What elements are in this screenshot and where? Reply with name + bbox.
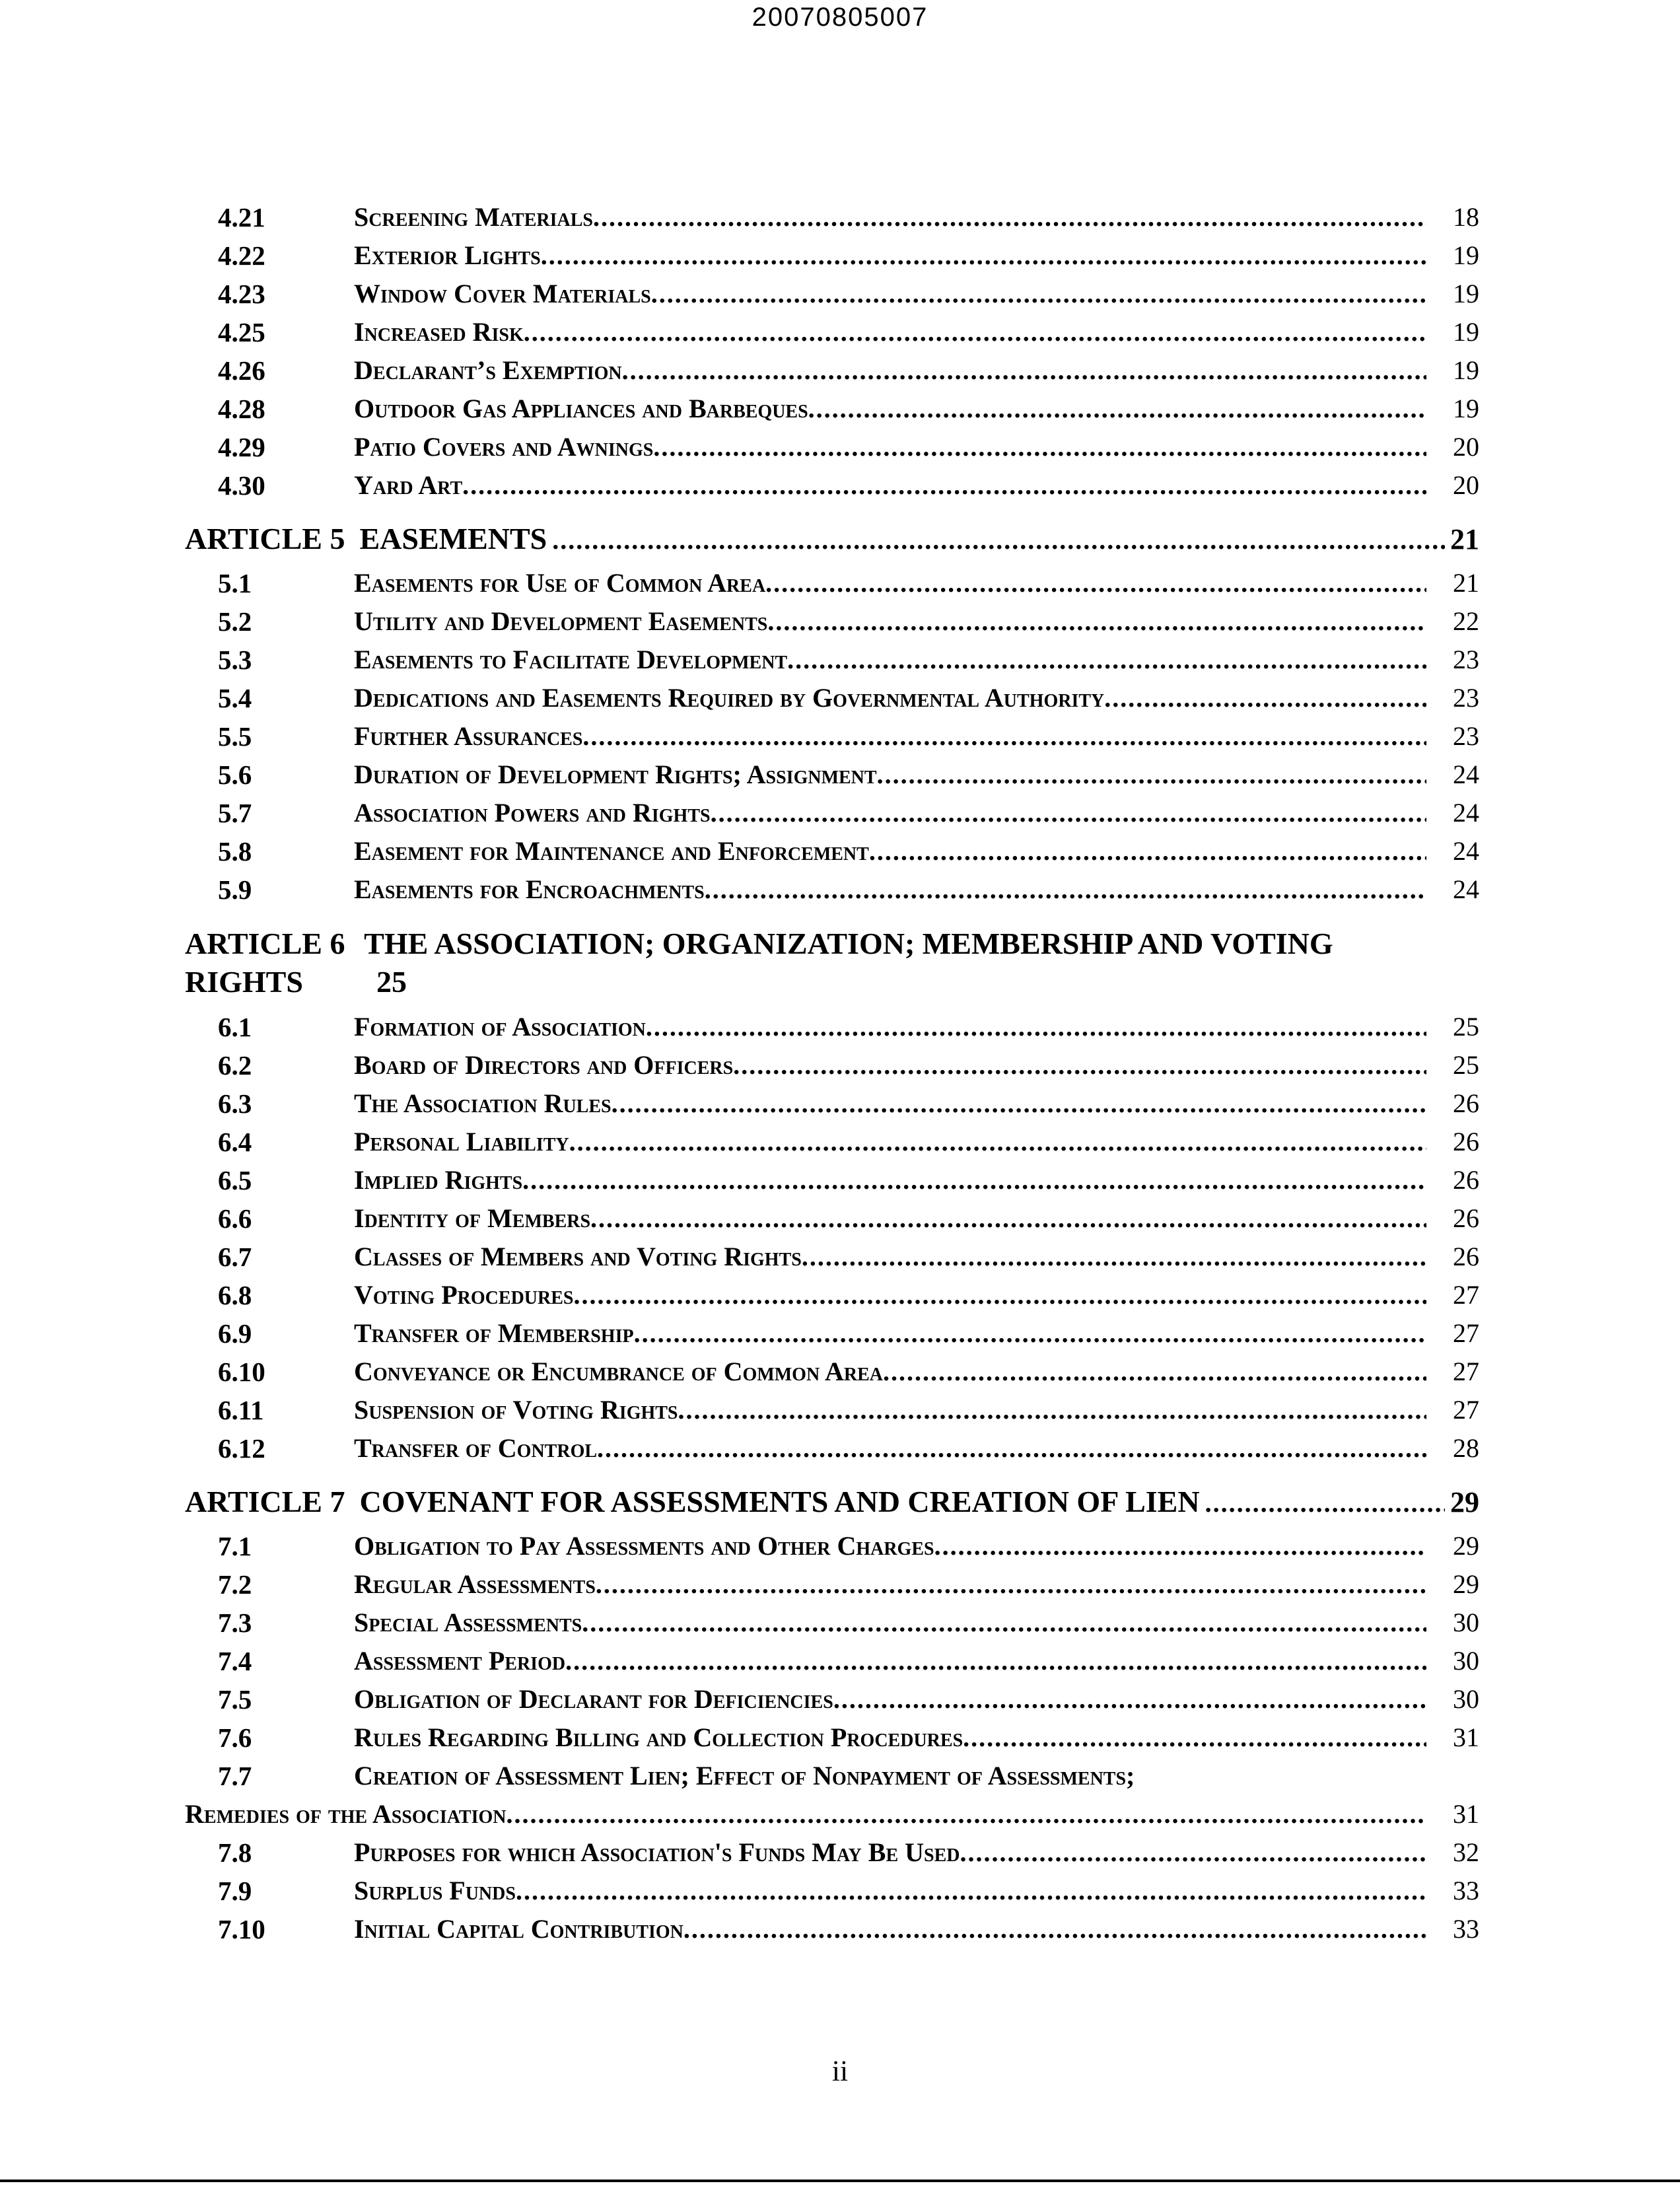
section-title: Obligation to Pay Assessments and Other Charges — [354, 1531, 934, 1561]
section-title-wrap — [354, 602, 1426, 641]
toc-entry — [185, 390, 1479, 428]
section-title: Easement for Maintenance and Enforcement — [354, 836, 869, 866]
section-title: Surplus Funds — [354, 1876, 516, 1905]
dot-leader — [1205, 1478, 1445, 1528]
section-number: 7.5 — [218, 1684, 252, 1715]
toc-entry — [185, 1527, 1479, 1565]
section-title: Suspension of Voting Rights — [354, 1395, 678, 1425]
section-title-wrap — [354, 870, 1426, 909]
section-title: Personal Liability — [354, 1127, 569, 1156]
toc-entry-line — [185, 1795, 1479, 1833]
page-ref: 19 — [1453, 279, 1479, 308]
page-ref: 27 — [1453, 1357, 1479, 1386]
dot-leader — [883, 1353, 1426, 1391]
section-number: 5.1 — [218, 568, 252, 598]
page-ref: 26 — [1453, 1203, 1479, 1233]
page-ref: 21 — [1450, 523, 1479, 555]
section-title-wrap — [354, 428, 1426, 466]
page-ref: 26 — [1453, 1242, 1479, 1271]
section-number: 6.10 — [218, 1357, 265, 1387]
section-title-wrap — [354, 564, 1426, 602]
section-title-wrap — [354, 1642, 1426, 1680]
section-number: 7.6 — [218, 1722, 252, 1753]
section-number: 5.8 — [218, 836, 252, 867]
section-number: 6.5 — [218, 1165, 252, 1195]
section-title: The Association Rules — [354, 1088, 612, 1118]
dot-leader — [651, 275, 1426, 313]
section-title-wrap — [354, 756, 1426, 794]
section-number: 5.5 — [218, 721, 252, 752]
section-title: Patio Covers and Awnings — [354, 432, 654, 462]
section-number: 4.26 — [218, 355, 265, 386]
section-title-wrap — [354, 198, 1426, 236]
section-title: Exterior Lights — [354, 240, 541, 270]
page-ref: 27 — [1453, 1395, 1479, 1425]
page-ref: 23 — [1453, 683, 1479, 713]
page-ref: 24 — [1453, 874, 1479, 904]
section-number: 4.23 — [218, 279, 265, 309]
section-title: Easements for Use of Common Area — [354, 568, 766, 598]
dot-leader — [597, 1429, 1426, 1468]
dot-leader — [678, 1391, 1427, 1429]
section-title: Assessment Period — [354, 1646, 566, 1676]
toc-entry — [185, 1833, 1479, 1872]
toc-entry — [185, 1604, 1479, 1642]
section-number: 7.10 — [218, 1914, 265, 1944]
section-number: 7.4 — [218, 1646, 252, 1676]
page-ref: 31 — [1453, 1722, 1479, 1752]
page-ref: 24 — [1453, 836, 1479, 866]
dot-leader — [767, 602, 1426, 641]
toc-entry — [185, 275, 1479, 313]
toc-entry — [185, 1680, 1479, 1719]
section-title: Creation of Assessment Lien; Effect of Nonpayment of Assessments; — [354, 1761, 1135, 1790]
section-title-wrap — [354, 1276, 1426, 1314]
toc-entry — [185, 313, 1479, 351]
toc-entry — [185, 794, 1479, 832]
dot-leader — [541, 236, 1426, 275]
toc-entry — [185, 1429, 1479, 1468]
article-heading-line — [185, 963, 1479, 1001]
section-number: 4.29 — [218, 432, 265, 462]
dot-leader — [877, 756, 1426, 794]
toc-entry — [185, 1123, 1479, 1161]
section-title: Classes of Members and Voting Rights — [354, 1242, 802, 1271]
dot-leader — [646, 1008, 1426, 1046]
article-title-continued: RIGHTS — [185, 965, 303, 999]
dot-leader — [787, 641, 1426, 679]
toc-entry — [185, 1719, 1479, 1757]
section-title: Utility and Development Easements — [354, 606, 768, 636]
toc-entry — [185, 870, 1479, 909]
dot-leader — [582, 1604, 1426, 1642]
page-ref: 29 — [1453, 1531, 1479, 1561]
section-number: 4.30 — [218, 470, 265, 501]
section-title-wrap — [354, 1527, 1426, 1565]
dot-leader — [963, 1719, 1426, 1757]
section-number: 6.6 — [218, 1203, 252, 1234]
page-ref: 26 — [1453, 1165, 1479, 1195]
page-ref: 25 — [376, 965, 407, 999]
section-number: 4.21 — [218, 202, 265, 232]
section-title: Conveyance or Encumbrance of Common Area — [354, 1357, 883, 1386]
page-ref: 28 — [1453, 1433, 1479, 1463]
section-title-wrap — [354, 794, 1426, 832]
section-title: Special Assessments — [354, 1608, 582, 1637]
section-title-wrap — [354, 236, 1426, 275]
toc-entry — [185, 1199, 1479, 1238]
toc-entry-line — [185, 1757, 1479, 1795]
toc-entry — [185, 1565, 1479, 1604]
page-ref: 32 — [1453, 1837, 1479, 1867]
toc-entry — [185, 1276, 1479, 1314]
section-number: 6.12 — [218, 1433, 265, 1464]
section-title: Screening Materials — [354, 202, 593, 232]
spacer — [185, 909, 1479, 918]
spacer — [185, 505, 1479, 514]
section-title-wrap — [354, 1872, 1426, 1910]
toc-entry — [185, 564, 1479, 602]
toc-entry — [185, 756, 1479, 794]
section-number: 7.9 — [218, 1876, 252, 1906]
toc-entry — [185, 428, 1479, 466]
dot-leader — [552, 515, 1445, 565]
page-ref: 30 — [1453, 1684, 1479, 1714]
section-title-wrap — [354, 1046, 1426, 1084]
page-ref: 31 — [1453, 1799, 1479, 1829]
page-ref: 25 — [1453, 1012, 1479, 1042]
section-title: Window Cover Materials — [354, 279, 651, 308]
toc-entry — [185, 1757, 1479, 1833]
article-heading — [185, 918, 1479, 1008]
document-id: 20070805007 — [752, 3, 928, 32]
section-title: Duration of Development Rights; Assignment — [354, 760, 877, 789]
section-title: Outdoor Gas Appliances and Barbeques — [354, 394, 808, 423]
section-title-wrap — [354, 1238, 1426, 1276]
dot-leader — [522, 1161, 1426, 1199]
section-title-wrap — [354, 1391, 1426, 1429]
article-heading — [185, 1477, 1479, 1527]
section-title-wrap — [354, 832, 1426, 870]
section-title: Implied Rights — [354, 1165, 523, 1195]
dot-leader — [612, 1084, 1426, 1123]
section-title-continued: Remedies of the Association — [185, 1799, 507, 1829]
section-title: Formation of Association — [354, 1012, 646, 1042]
toc-entry — [185, 1391, 1479, 1429]
page-number: ii — [831, 2055, 849, 2087]
dot-leader — [711, 794, 1426, 832]
toc-entry — [185, 1008, 1479, 1046]
section-number: 7.8 — [218, 1837, 252, 1868]
toc-entry — [185, 1872, 1479, 1910]
section-title-wrap — [354, 1008, 1426, 1046]
page-ref: 19 — [1453, 317, 1479, 347]
page-ref: 22 — [1453, 606, 1479, 636]
section-title: Transfer of Membership — [354, 1318, 634, 1348]
section-title-wrap — [354, 466, 1426, 505]
page-ref: 18 — [1453, 202, 1479, 232]
section-title-wrap — [354, 1199, 1426, 1238]
toc-entry — [185, 198, 1479, 236]
page-ref: 27 — [1453, 1318, 1479, 1348]
dot-leader — [765, 564, 1426, 602]
toc-entry — [185, 1084, 1479, 1123]
page-ref: 29 — [1453, 1569, 1479, 1599]
page-ref: 30 — [1453, 1646, 1479, 1676]
dot-leader — [705, 870, 1426, 909]
article-label: ARTICLE 7 — [185, 1485, 345, 1518]
article-title: THE ASSOCIATION; ORGANIZATION; MEMBERSHIP AND VOTING — [357, 927, 1333, 960]
dot-leader — [934, 1527, 1426, 1565]
section-title: Transfer of Control — [354, 1433, 598, 1463]
page-ref: 19 — [1453, 355, 1479, 385]
article-title: EASEMENTS — [359, 522, 547, 555]
page-ref: 23 — [1453, 721, 1479, 751]
section-title: Initial Capital Contribution — [354, 1914, 683, 1944]
section-title-wrap — [354, 1680, 1426, 1719]
section-title-wrap — [354, 275, 1426, 313]
section-title-wrap — [354, 1910, 1426, 1948]
section-title-wrap — [354, 351, 1426, 390]
section-title-wrap — [354, 641, 1426, 679]
dot-leader — [582, 717, 1426, 756]
section-title: Obligation of Declarant for Deficiencies — [354, 1684, 833, 1714]
section-number: 7.7 — [218, 1761, 252, 1791]
page-ref: 25 — [1453, 1050, 1479, 1080]
section-number: 6.3 — [218, 1088, 252, 1119]
toc-entry — [185, 351, 1479, 390]
section-number: 5.6 — [218, 760, 252, 790]
section-title: Declarant’s Exemption — [354, 355, 622, 385]
section-number: 7.3 — [218, 1608, 252, 1638]
toc-entry — [185, 832, 1479, 870]
section-title: Purposes for which Association's Funds May Be Used — [354, 1837, 960, 1867]
article-label: ARTICLE 6 — [185, 927, 345, 960]
dot-leader — [569, 1123, 1426, 1161]
section-number: 5.3 — [218, 645, 252, 675]
section-title: Voting Procedures — [354, 1280, 574, 1310]
table-of-contents — [185, 198, 1479, 1958]
section-title: Easements to Facilitate Development — [354, 645, 788, 674]
section-title: Dedications and Easements Required by Governmental Authority — [354, 683, 1105, 713]
section-number: 6.4 — [218, 1127, 252, 1157]
toc-entry — [185, 236, 1479, 275]
section-title: Regular Assessments — [354, 1569, 596, 1599]
dot-leader — [653, 428, 1426, 466]
section-title-wrap — [354, 1314, 1426, 1353]
dot-leader — [869, 832, 1426, 870]
dot-leader — [590, 1199, 1426, 1238]
dot-leader — [733, 1046, 1426, 1084]
section-number: 5.2 — [218, 606, 252, 637]
spacer — [185, 1468, 1479, 1477]
page-ref: 23 — [1453, 645, 1479, 674]
section-title: Association Powers and Rights — [354, 798, 711, 828]
article-title: COVENANT FOR ASSESSMENTS AND CREATION OF LIEN — [359, 1485, 1200, 1518]
dot-leader — [524, 313, 1426, 351]
toc-entry — [185, 1642, 1479, 1680]
dot-leader — [462, 466, 1426, 505]
section-number: 7.2 — [218, 1569, 252, 1600]
section-title: Yard Art — [354, 470, 463, 500]
dot-leader — [683, 1910, 1426, 1948]
dot-leader — [565, 1642, 1426, 1680]
page-ref: 33 — [1453, 1876, 1479, 1905]
dot-leader — [634, 1314, 1426, 1353]
section-title-wrap — [354, 1161, 1426, 1199]
toc-entry — [185, 602, 1479, 641]
page-ref: 20 — [1453, 432, 1479, 462]
dot-leader — [833, 1680, 1426, 1719]
dot-leader — [596, 1565, 1426, 1604]
section-number: 5.7 — [218, 798, 252, 828]
section-title-wrap — [354, 313, 1426, 351]
toc-entry — [185, 1046, 1479, 1084]
section-number: 4.28 — [218, 394, 265, 424]
section-number: 4.22 — [218, 240, 265, 271]
article-heading-line — [185, 925, 1479, 963]
dot-leader — [516, 1872, 1426, 1910]
section-number: 6.2 — [218, 1050, 252, 1081]
page-ref: 20 — [1453, 470, 1479, 500]
page-ref: 19 — [1453, 394, 1479, 423]
dot-leader — [622, 351, 1426, 390]
section-title-wrap — [354, 1833, 1426, 1872]
dot-leader — [1104, 679, 1426, 717]
page-ref: 29 — [1450, 1486, 1479, 1518]
section-title-wrap — [354, 1565, 1426, 1604]
section-title-wrap — [354, 390, 1426, 428]
section-number: 6.8 — [218, 1280, 252, 1310]
toc-entry — [185, 679, 1479, 717]
page-ref: 24 — [1453, 798, 1479, 828]
section-title-wrap — [354, 1353, 1426, 1391]
section-title: Rules Regarding Billing and Collection Procedures — [354, 1722, 963, 1752]
section-number: 6.7 — [218, 1242, 252, 1272]
toc-entry — [185, 1161, 1479, 1199]
section-number: 6.11 — [218, 1395, 264, 1425]
section-title-wrap — [354, 717, 1426, 756]
section-number: 6.1 — [218, 1012, 252, 1042]
toc-entry — [185, 717, 1479, 756]
page-ref: 21 — [1453, 568, 1479, 598]
dot-leader — [573, 1276, 1426, 1314]
article-label: ARTICLE 5 — [185, 522, 345, 555]
dot-leader — [808, 390, 1426, 428]
spacer — [185, 1948, 1479, 1958]
page-ref: 30 — [1453, 1608, 1479, 1637]
page-ref: 33 — [1453, 1914, 1479, 1944]
toc-entry — [185, 1910, 1479, 1948]
section-title-wrap — [354, 1719, 1426, 1757]
section-title: Easements for Encroachments — [354, 874, 705, 904]
toc-entry — [185, 641, 1479, 679]
toc-entry — [185, 1238, 1479, 1276]
section-number: 4.25 — [218, 317, 265, 347]
bottom-rule — [0, 2180, 1680, 2182]
dot-leader — [802, 1238, 1426, 1276]
dot-leader — [593, 198, 1426, 236]
page-ref: 24 — [1453, 760, 1479, 789]
dot-leader — [960, 1833, 1426, 1872]
section-title-wrap — [354, 1429, 1426, 1468]
toc-entry — [185, 466, 1479, 505]
toc-entry — [185, 1314, 1479, 1353]
section-title: Increased Risk — [354, 317, 524, 347]
section-title: Further Assurances — [354, 721, 583, 751]
section-title-wrap — [354, 1604, 1426, 1642]
section-title: Board of Directors and Officers — [354, 1050, 734, 1080]
section-number: 7.1 — [218, 1531, 252, 1561]
section-title-wrap — [354, 1084, 1426, 1123]
section-number: 6.9 — [218, 1318, 252, 1349]
article-heading — [185, 514, 1479, 564]
section-number: 5.9 — [218, 874, 252, 905]
page-ref: 26 — [1453, 1088, 1479, 1118]
section-title: Identity of Members — [354, 1203, 591, 1233]
page-ref: 19 — [1453, 240, 1479, 270]
page-ref: 26 — [1453, 1127, 1479, 1156]
section-title-wrap — [354, 679, 1426, 717]
section-number: 5.4 — [218, 683, 252, 713]
dot-leader — [506, 1795, 1426, 1833]
section-title-wrap — [354, 1123, 1426, 1161]
page-ref: 27 — [1453, 1280, 1479, 1310]
toc-entry — [185, 1353, 1479, 1391]
